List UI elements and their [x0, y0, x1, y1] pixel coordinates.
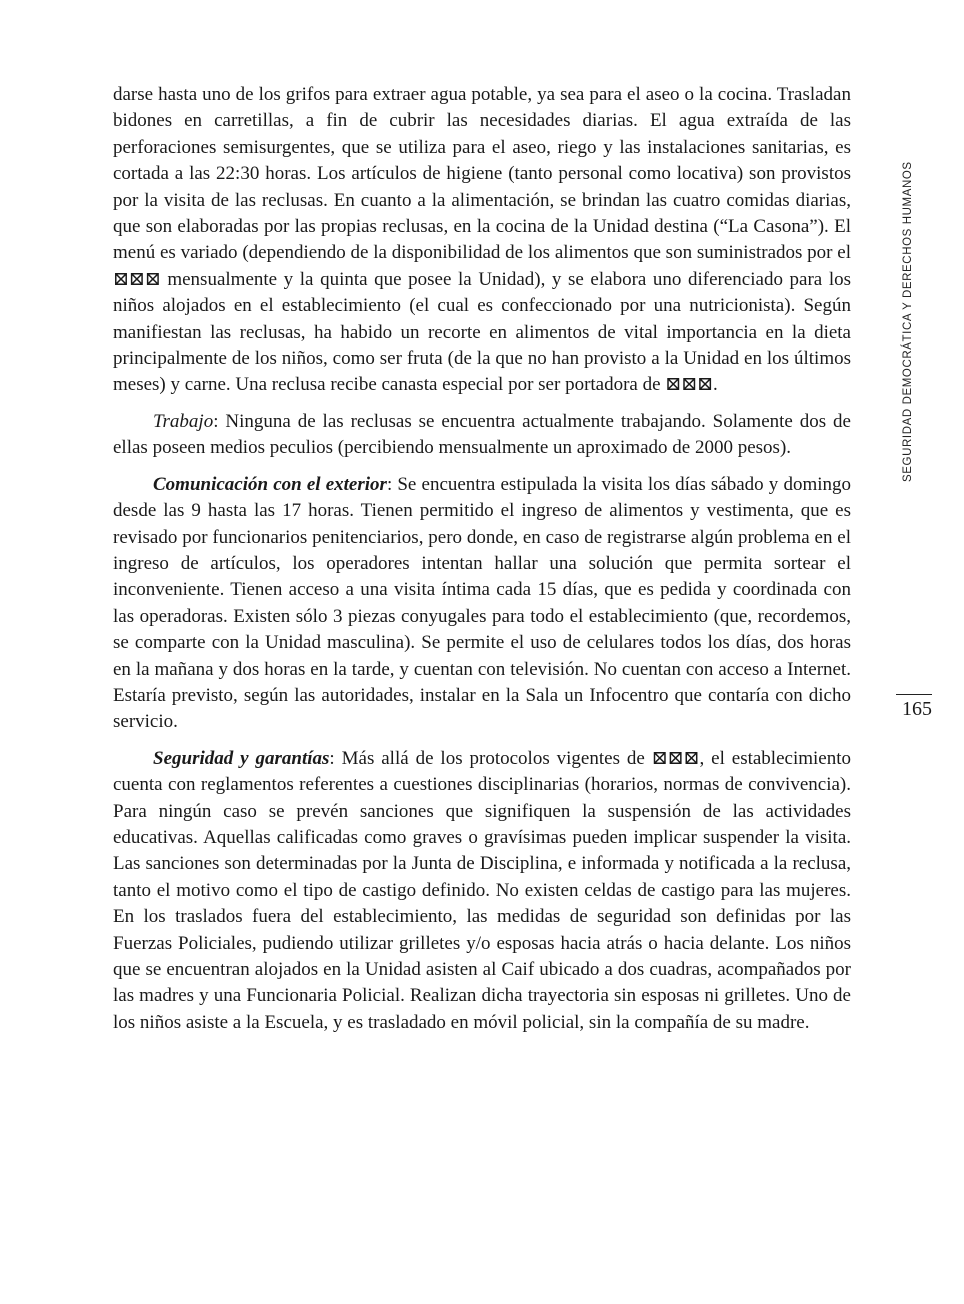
page-number-rule — [896, 694, 932, 695]
paragraph-text: : Ninguna de las reclusas se encuentra actualmente trabajando. Solamente dos de ellas poseen medios peculios (percibiendo mensualmente un aproximado de 2000 pesos). — [113, 410, 851, 459]
paragraph-heading: Comunicación con el exterior — [153, 473, 387, 495]
paragraph-continuation — [113, 82, 851, 399]
paragraph-heading: Seguridad y garantías — [153, 747, 330, 769]
paragraph-text: darse hasta uno de los grifos para extraer agua potable, ya sea para el aseo o la cocina. Trasladan bidones en carretillas, a fin de cubrir las necesidades diarias. El agua extraída de las perforaciones semisurgentes, que se utiliza para el aseo, riego y las instalaciones sanitarias, es cortada a las 22:30 horas. Los artículos de higiene (tanto personal como locativa) son provistos por la visita de las reclusas. En cuanto a la alimentación, se brindan las cuatro comidas diarias, que son elaboradas por las propias reclusas, en la cocina de la Unidad destina (“La Casona”). El menú es variado (dependiendo de la disponibilidad de los alimentos que son suministrados por el ⊠⊠⊠ mensualmente y la quinta que posee la Unidad), y se elabora uno diferenciado para los niños alojados en el establecimiento (el cual es confeccionado por una nutricionista). Según manifiestan las reclusas, ha habido un recorte en alimentos de vital importancia en la dieta principalmente de los niños, como ser fruta (de la que no han provisto a la Unidad en los últimos meses) y carne. Una reclusa recibe canasta especial por ser portadora de ⊠⊠⊠. — [113, 84, 851, 396]
running-head: SEGURIDAD DEMOCRÁTICA Y DERECHOS HUMANOS — [902, 161, 914, 482]
paragraph-comunicacion — [113, 472, 851, 736]
paragraph-trabajo — [113, 409, 851, 462]
paragraph-seguridad — [113, 746, 851, 1036]
page-number: 165 — [902, 698, 932, 720]
paragraph-heading: Trabajo — [153, 410, 214, 432]
body-text — [113, 82, 851, 1046]
paragraph-text: : Se encuentra estipulada la visita los días sábado y domingo desde las 9 hasta las 17 horas. Tienen permitido el ingreso de alimentos y vestimenta, que es revisado por funcionarios penitenciarios, pero donde, en caso de registrarse algún problema en el ingreso de artículos, los operadores intentan hallar una solución que permita sortear el inconveniente. Tienen acceso a una visita íntima cada 15 días, que es pedida y coordinada con las operadoras. Existen sólo 3 piezas conyugales para todo el establecimiento (que, recordemos, se comparte con la Unidad masculina). Se permite el uso de celulares todos los días, dos horas en la mañana y dos horas en la tarde, y cuentan con televisión. No cuentan con acceso a Internet. Estaría previsto, según las autoridades, instalar en la Sala un Infocentro que contaría con dicho servicio. — [113, 473, 851, 733]
paragraph-text: : Más allá de los protocolos vigentes de ⊠⊠⊠, el establecimiento cuenta con reglamentos referentes a cuestiones disciplinarias (horarios, normas de convivencia). Para ningún caso se prevén sanciones que signifiquen la suspensión de las actividades educativas. Aquellas calificadas como graves o gravísimas pueden implicar suspender la visita. Las sanciones son determinadas por la Junta de Disciplina, e informada y notificada a la reclusa, tanto el motivo como el tipo de castigo definido. No existen celdas de castigo para las mujeres. En los traslados fuera del establecimiento, las medidas de seguridad son definidas por las Fuerzas Policiales, pudiendo utilizar grilletes y/o esposas hacia atrás o hacia delante. Los niños que se encuentran alojados en la Unidad asisten al Caif ubicado a dos cuadras, acompañados por las madres y una Funcionaria Policial. Realizan dicha trayectoria sin esposas ni grilletes. Uno de los niños asiste a la Escuela, y es trasladado en móvil policial, sin la compañía de su madre. — [113, 747, 851, 1033]
